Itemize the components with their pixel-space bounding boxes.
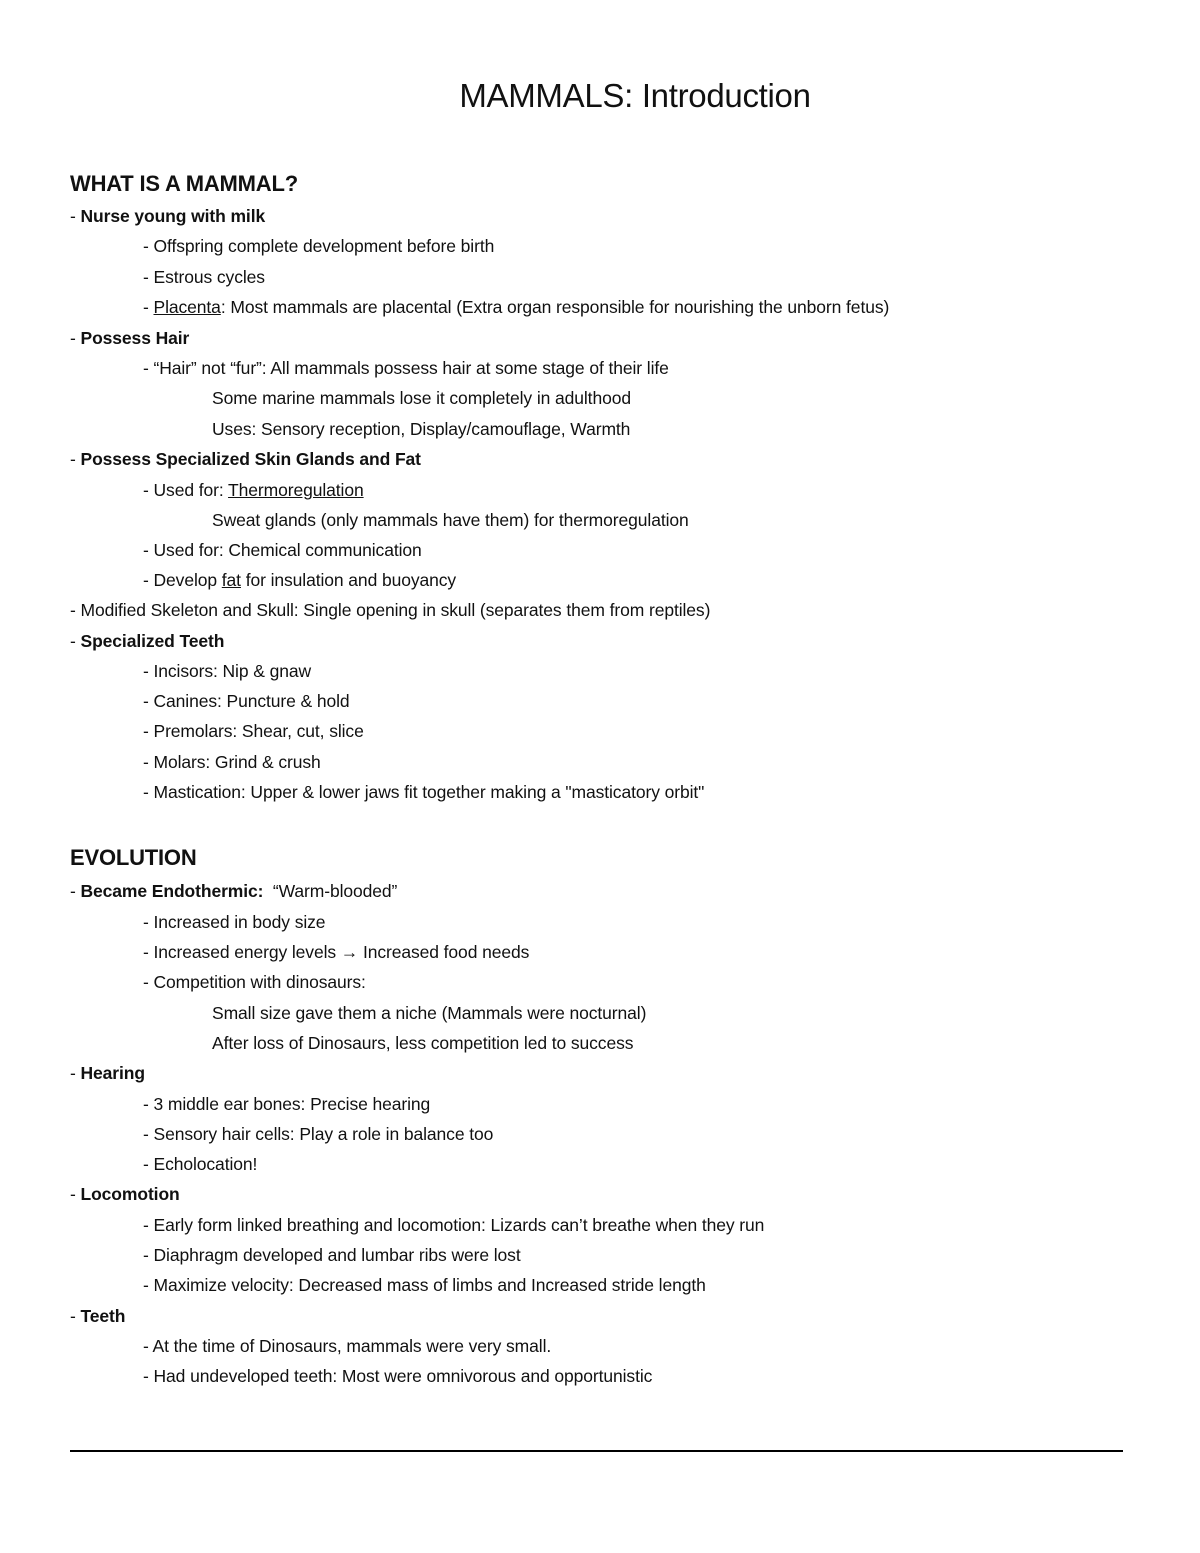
bullet-dash: -: [143, 721, 154, 741]
bullet-text: Sensory hair cells: Play a role in balance too: [153, 1124, 494, 1144]
bullet-locomotion: [70, 1182, 180, 1206]
sub-bullet-develop-fat: [143, 568, 456, 592]
note-text: Small size gave them a niche (Mammals were nocturnal): [212, 1003, 647, 1023]
bullet-dash: -: [143, 972, 154, 992]
bullet-skin-glands: [70, 447, 421, 471]
bullet-dash: -: [143, 912, 154, 932]
bullet-dash: -: [70, 1184, 81, 1204]
bullet-text: Echolocation!: [153, 1154, 258, 1174]
bullet-text: Possess Specialized Skin Glands and Fat: [80, 449, 421, 469]
sub-bullet-estrous: [143, 265, 265, 289]
sub-bullet-offspring: [143, 234, 494, 258]
sub-bullet-ear-bones: [143, 1092, 430, 1116]
underlined-term: Placenta: [153, 297, 221, 317]
bullet-dash: -: [143, 480, 154, 500]
bullet-text: Specialized Teeth: [80, 631, 225, 651]
note-uses: [212, 417, 630, 441]
bullet-dash: -: [143, 752, 154, 772]
bullet-text: Estrous cycles: [153, 267, 265, 287]
sub-bullet-diaphragm: [143, 1243, 521, 1267]
bullet-dash: -: [143, 236, 154, 256]
bullet-text: Used for:: [153, 480, 229, 500]
sub-bullet-hair-cells: [143, 1122, 493, 1146]
sub-bullet-thermoregulation: [143, 478, 364, 502]
bullet-text: Premolars: Shear, cut, slice: [153, 721, 364, 741]
bottom-divider: [70, 1450, 1123, 1452]
bullet-dash: -: [143, 942, 154, 962]
section-heading-what-is-a-mammal: WHAT IS A MAMMAL?: [70, 171, 298, 196]
bullet-dash: -: [70, 600, 81, 620]
bullet-endothermic: [70, 879, 397, 903]
sub-bullet-early-form: [143, 1213, 764, 1237]
bullet-text: Canines: Puncture & hold: [153, 691, 350, 711]
bullet-dash: -: [70, 631, 81, 651]
sub-bullet-molars: [143, 750, 321, 774]
bullet-dash: -: [143, 540, 154, 560]
bullet-dash: -: [143, 267, 154, 287]
bullet-text: Mastication: Upper & lower jaws fit together making a "masticatory orbit": [153, 782, 705, 802]
sub-bullet-chemical-communication: [143, 538, 422, 562]
sub-bullet-velocity: [143, 1273, 706, 1297]
sub-bullet-echolocation: [143, 1152, 257, 1176]
bullet-text: Increased energy levels → Increased food needs: [153, 942, 530, 962]
bullet-dash: -: [70, 328, 81, 348]
bullet-text: Teeth: [80, 1306, 126, 1326]
note-small-size: [212, 1001, 646, 1025]
bullet-text: : Most mammals are placental (Extra organ responsible for nourishing the unborn fetus): [220, 297, 890, 317]
note-text: Some marine mammals lose it completely in adulthood: [212, 388, 631, 408]
bullet-hearing: [70, 1061, 145, 1085]
sub-bullet-placenta: [143, 295, 889, 319]
bullet-text: Develop: [153, 570, 222, 590]
bullet-dash: -: [70, 1063, 81, 1083]
bullet-dash: -: [143, 1215, 154, 1235]
bullet-text: Diaphragm developed and lumbar ribs were lost: [153, 1245, 521, 1265]
bullet-text: Molars: Grind & crush: [153, 752, 321, 772]
section-heading-evolution: EVOLUTION: [70, 845, 197, 870]
note-marine-mammals: [212, 386, 631, 410]
underlined-term: Thermoregulation: [228, 480, 364, 500]
bullet-text: Maximize velocity: Decreased mass of limbs and Increased stride length: [153, 1275, 706, 1295]
bullet-modified-skeleton: [70, 598, 710, 622]
bullet-dash: -: [143, 691, 154, 711]
sub-bullet-energy-levels: [143, 940, 529, 964]
bullet-nurse-young: [70, 204, 265, 228]
underlined-term: fat: [221, 570, 241, 590]
sub-bullet-premolars: [143, 719, 364, 743]
bullet-possess-hair: [70, 326, 189, 350]
sub-bullet-mastication: [143, 780, 704, 804]
bullet-text: Had undeveloped teeth: Most were omnivorous and opportunistic: [153, 1366, 653, 1386]
bullet-dash: -: [70, 1306, 81, 1326]
page-title: MAMMALS: Introduction: [459, 77, 811, 114]
bullet-text: Locomotion: [80, 1184, 180, 1204]
bullet-specialized-teeth: [70, 629, 224, 653]
bullet-text: Offspring complete development before birth: [153, 236, 495, 256]
bullet-dash: -: [143, 782, 154, 802]
bullet-dash: -: [143, 1245, 154, 1265]
sub-bullet-body-size: [143, 910, 325, 934]
bullet-text: Nurse young with milk: [80, 206, 266, 226]
sub-bullet-canines: [143, 689, 350, 713]
bullet-text-rest: for insulation and buoyancy: [240, 570, 457, 590]
bullet-text: Increased in body size: [153, 912, 326, 932]
bullet-text: “Hair” not “fur”: All mammals possess hair at some stage of their life: [153, 358, 669, 378]
bullet-dash: -: [143, 1094, 154, 1114]
note-text: After loss of Dinosaurs, less competition led to success: [212, 1033, 634, 1053]
bullet-text: “Warm-blooded”: [263, 881, 398, 901]
sub-bullet-incisors: [143, 659, 311, 683]
bullet-dash: -: [143, 1275, 154, 1295]
bullet-text: Incisors: Nip & gnaw: [153, 661, 312, 681]
bullet-dash: -: [70, 449, 81, 469]
bullet-text: Used for: Chemical communication: [153, 540, 422, 560]
bullet-text: Modified Skeleton and Skull: Single opening in skull (separates them from reptiles): [80, 600, 711, 620]
bullet-dash: -: [143, 358, 154, 378]
bullet-dash: -: [143, 661, 154, 681]
bullet-dash: -: [143, 297, 154, 317]
note-sweat-glands: [212, 508, 689, 532]
bullet-dash: -: [70, 206, 81, 226]
sub-bullet-competition: [143, 970, 366, 994]
bullet-text: Competition with dinosaurs:: [153, 972, 366, 992]
bullet-text: Hearing: [80, 1063, 145, 1083]
bullet-dash: -: [143, 1154, 154, 1174]
note-text: Sweat glands (only mammals have them) for thermoregulation: [212, 510, 689, 530]
bullet-dash: -: [143, 1366, 154, 1386]
bullet-text: Early form linked breathing and locomotion: Lizards can’t breathe when they run: [153, 1215, 765, 1235]
sub-bullet-undeveloped-teeth: [143, 1364, 652, 1388]
sub-bullet-hair-not-fur: [143, 356, 669, 380]
sub-bullet-time-of-dinosaurs: [143, 1334, 551, 1358]
bullet-dash: -: [143, 1336, 153, 1356]
bullet-dash: -: [143, 570, 154, 590]
note-loss-of-dinosaurs: [212, 1031, 633, 1055]
bullet-dash: -: [143, 1124, 154, 1144]
bullet-dash: -: [70, 881, 81, 901]
bullet-teeth: [70, 1304, 125, 1328]
bullet-text: Possess Hair: [80, 328, 190, 348]
bullet-text: At the time of Dinosaurs, mammals were very small.: [152, 1336, 552, 1356]
bullet-bold-text: Became Endothermic:: [80, 881, 264, 901]
note-text: Uses: Sensory reception, Display/camouflage, Warmth: [212, 419, 631, 439]
bullet-text: 3 middle ear bones: Precise hearing: [153, 1094, 431, 1114]
